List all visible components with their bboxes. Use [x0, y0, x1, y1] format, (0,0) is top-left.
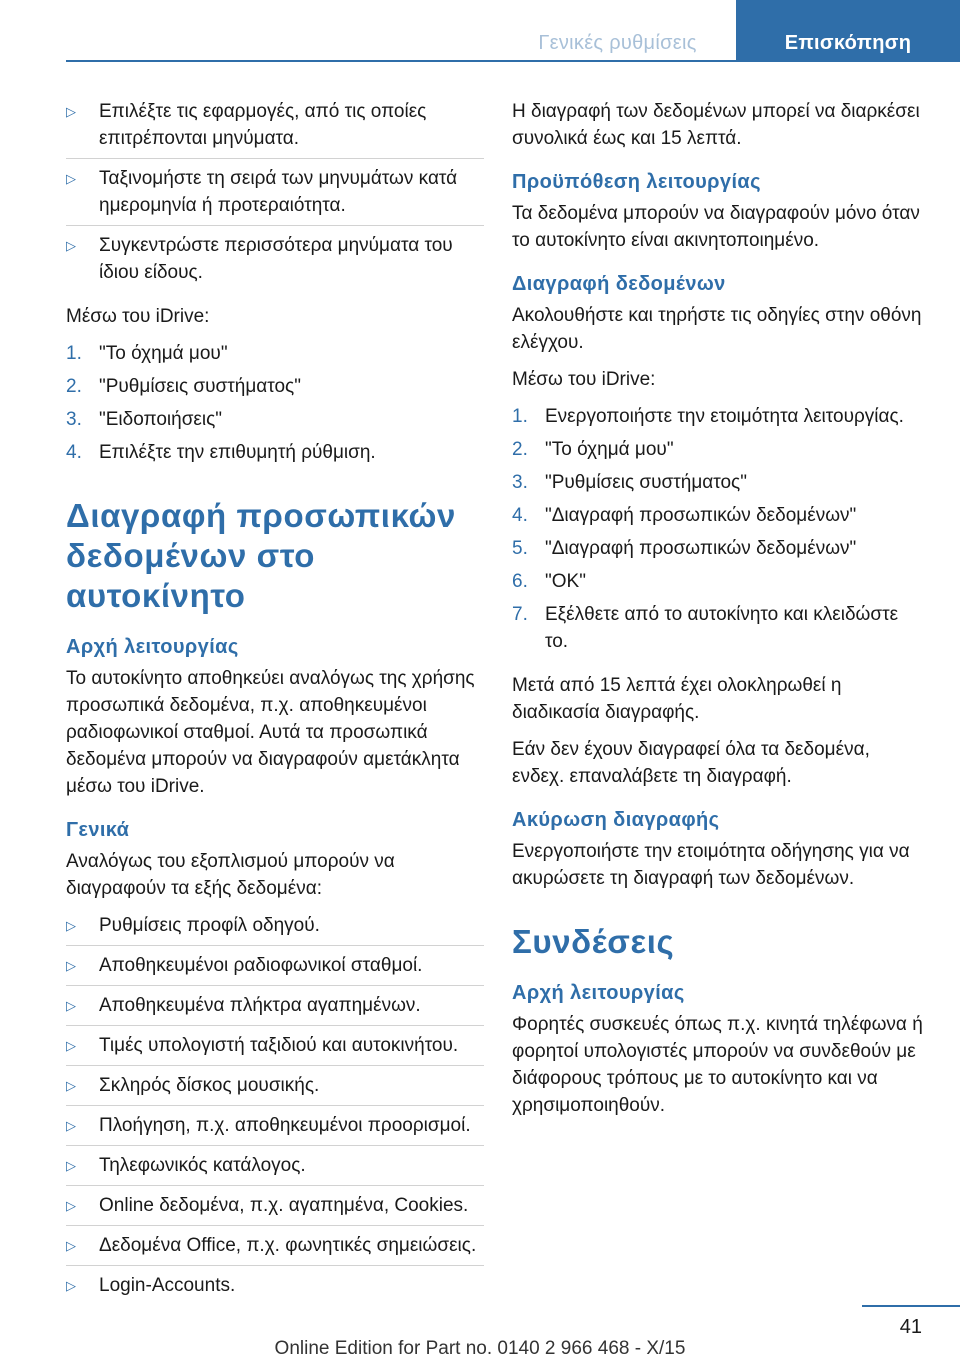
header-divider — [66, 60, 960, 62]
step-number: 4. — [66, 442, 82, 463]
step-item: 5. "Διαγραφή προσωπικών δεδομένων" — [512, 535, 926, 562]
subheading-general: Γενικά — [66, 819, 130, 841]
message-options-list — [66, 98, 484, 286]
step-number: 1. — [66, 343, 82, 364]
step-item: 6. "OK" — [512, 568, 926, 595]
connections-principle-text: Φορητές συσκευές όπως π.χ. κινητά τηλέφωνα ή φορητοί υπολογιστές μπορούν να συνδεθούν με διάφορους τρόπους με το αυτοκίνητο και να χρησιμοποιηθούν. — [512, 1014, 923, 1116]
duration-text: Η διαγραφή των δεδομένων μπορεί να διαρκέσει συνολικά έως και 15 λεπτά. — [512, 101, 920, 149]
step-item: 1. "Το όχημά μου" — [66, 340, 484, 367]
step-item: 4. Επιλέξτε την επιθυμητή ρύθμιση. — [66, 439, 484, 466]
edition-footer: Online Edition for Part no. 0140 2 966 468 - X/15 — [274, 1338, 686, 1359]
cancel-text: Ενεργοποιήστε την ετοιμότητα οδήγησης για να ακυρώσετε τη διαγραφή των δεδομένων. — [512, 841, 910, 889]
step-item: 3. "Ειδοποιήσεις" — [66, 406, 484, 433]
step-number: 4. — [512, 505, 528, 526]
list-item: ▷ Τιμές υπολογιστή ταξιδιού και αυτοκινήτου. — [66, 1032, 484, 1066]
list-item: ▷ Συγκεντρώστε περισσότερα μηνύματα του ίδιου είδους. — [66, 232, 484, 286]
list-item: ▷ Αποθηκευμένοι ραδιοφωνικοί σταθμοί. — [66, 952, 484, 986]
bullet-triangle-icon: ▷ — [66, 238, 76, 253]
step-number: 5. — [512, 538, 528, 559]
left-column — [66, 98, 484, 1316]
bullet-triangle-icon: ▷ — [66, 1198, 76, 1213]
step-number: 3. — [512, 472, 528, 493]
tab-overview[interactable]: Επισκόπηση — [736, 0, 960, 60]
step-number: 6. — [512, 571, 528, 592]
step-number: 7. — [512, 604, 528, 625]
step-item: 4. "Διαγραφή προσωπικών δεδομένων" — [512, 502, 926, 529]
section-title-connections: Συνδέσεις — [512, 923, 675, 960]
bullet-triangle-icon: ▷ — [66, 1158, 76, 1173]
subheading-prerequisite: Προϋπόθεση λειτουργίας — [512, 171, 761, 193]
step-number: 2. — [66, 376, 82, 397]
bullet-triangle-icon: ▷ — [66, 918, 76, 933]
principle-text: Το αυτοκίνητο αποθηκεύει αναλόγως της χρήσης προσωπικά δεδομένα, π.χ. αποθηκευμένοι ραδιοφωνικοί σταθμοί. Αυτά τα προσωπικά δεδομένα μπορούν να διαγραφούν αμετάκλητα μέσω του iDrive. — [66, 668, 475, 797]
section-header-title: Γενικές ρυθμίσεις — [538, 32, 697, 54]
delete-steps — [512, 403, 926, 655]
list-item: ▷ Login-Accounts. — [66, 1272, 484, 1299]
subheading-principle: Αρχή λειτουργίας — [66, 636, 239, 658]
bullet-triangle-icon: ▷ — [66, 171, 76, 186]
subheading-connections-principle: Αρχή λειτουργίας — [512, 982, 685, 1004]
list-item: ▷ Online δεδομένα, π.χ. αγαπημένα, Cookies. — [66, 1192, 484, 1226]
subheading-cancel-deletion: Ακύρωση διαγραφής — [512, 809, 720, 831]
retry-text: Εάν δεν έχουν διαγραφεί όλα τα δεδομένα, ενδεχ. επαναλάβετε τη διαγραφή. — [512, 739, 870, 787]
right-column — [512, 98, 926, 1136]
step-item: 7. Εξέλθετε από το αυτοκίνητο και κλειδώστε το. — [512, 601, 926, 655]
list-item: ▷ Αποθηκευμένα πλήκτρα αγαπημένων. — [66, 992, 484, 1026]
bullet-triangle-icon: ▷ — [66, 1238, 76, 1253]
footer-divider — [862, 1305, 960, 1307]
bullet-triangle-icon: ▷ — [66, 1118, 76, 1133]
bullet-triangle-icon: ▷ — [66, 1038, 76, 1053]
deletable-data-list — [66, 912, 484, 1299]
prerequisite-text: Τα δεδομένα μπορούν να διαγραφούν μόνο όταν το αυτοκίνητο είναι ακινητοποιημένο. — [512, 203, 920, 251]
bullet-triangle-icon: ▷ — [66, 1278, 76, 1293]
bullet-triangle-icon: ▷ — [66, 998, 76, 1013]
subheading-delete-data: Διαγραφή δεδομένων — [512, 273, 726, 295]
step-item: 2. "Το όχημά μου" — [512, 436, 926, 463]
list-item: ▷ Επιλέξτε τις εφαρμογές, από τις οποίες επιτρέπονται μηνύματα. — [66, 98, 484, 159]
list-item: ▷ Σκληρός δίσκος μουσικής. — [66, 1072, 484, 1106]
general-text: Αναλόγως του εξοπλισμού μπορούν να διαγραφούν τα εξής δεδομένα: — [66, 851, 395, 899]
bullet-triangle-icon: ▷ — [66, 958, 76, 973]
delete-data-text: Ακολουθήστε και τηρήστε τις οδηγίες στην οθόνη ελέγχου. — [512, 305, 922, 353]
list-item: ▷ Ρυθμίσεις προφίλ οδηγού. — [66, 912, 484, 946]
completion-text: Μετά από 15 λεπτά έχει ολοκληρωθεί η διαδικασία διαγραφής. — [512, 675, 842, 723]
page-number: 41 — [899, 1316, 922, 1338]
via-idrive-label: Μέσω του iDrive: — [512, 369, 656, 390]
via-idrive-label: Μέσω του iDrive: — [66, 306, 210, 327]
bullet-triangle-icon: ▷ — [66, 1078, 76, 1093]
step-number: 1. — [512, 406, 528, 427]
step-item: 2. "Ρυθμίσεις συστήματος" — [66, 373, 484, 400]
step-number: 3. — [66, 409, 82, 430]
bullet-triangle-icon: ▷ — [66, 104, 76, 119]
step-number: 2. — [512, 439, 528, 460]
section-title-delete-personal-data: Διαγραφή προσωπικών δεδομένων στο αυτοκίνητο — [66, 497, 456, 614]
step-item: 3. "Ρυθμίσεις συστήματος" — [512, 469, 926, 496]
list-item: ▷ Πλοήγηση, π.χ. αποθηκευμένοι προορισμοί. — [66, 1112, 484, 1146]
list-item: ▷ Ταξινομήστε τη σειρά των μηνυμάτων κατά ημερομηνία ή προτεραιότητα. — [66, 165, 484, 226]
notification-steps — [66, 340, 484, 466]
list-item: ▷ Τηλεφωνικός κατάλογος. — [66, 1152, 484, 1186]
list-item: ▷ Δεδομένα Office, π.χ. φωνητικές σημειώσεις. — [66, 1232, 484, 1266]
step-item: 1. Ενεργοποιήστε την ετοιμότητα λειτουργίας. — [512, 403, 926, 430]
